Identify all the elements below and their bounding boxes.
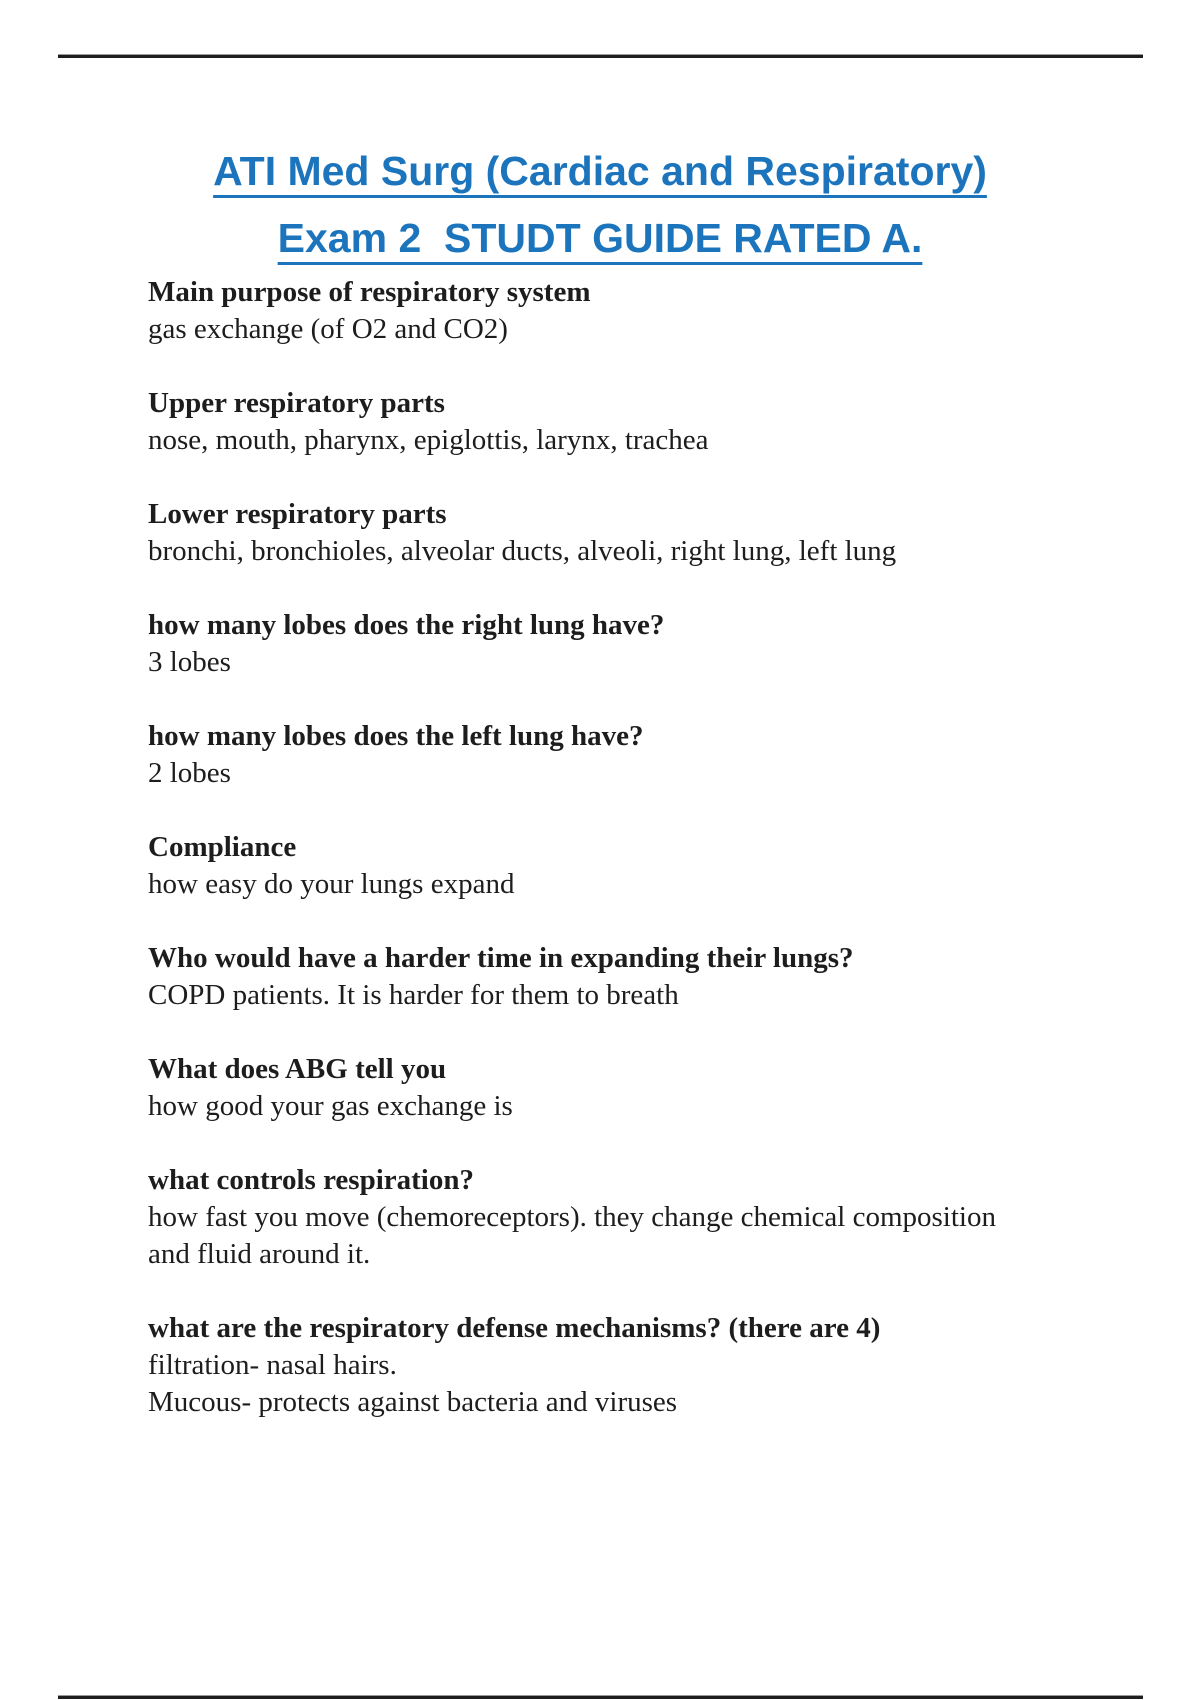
qa-question: Main purpose of respiratory system bbox=[148, 276, 591, 308]
bottom-horizontal-rule bbox=[58, 1696, 1143, 1699]
qa-answer-line: filtration- nasal hairs. bbox=[148, 1349, 397, 1381]
qa-answer-line: bronchi, bronchioles, alveolar ducts, alveoli, right lung, left lung bbox=[148, 535, 897, 567]
qa-question: Upper respiratory parts bbox=[148, 387, 445, 419]
qa-answer-line: how good your gas exchange is bbox=[148, 1090, 513, 1122]
qa-block bbox=[148, 829, 1048, 903]
qa-question: what controls respiration? bbox=[148, 1164, 474, 1196]
qa-question: Who would have a harder time in expanding their lungs? bbox=[148, 942, 854, 974]
qa-block bbox=[148, 274, 1048, 348]
qa-content bbox=[148, 274, 1048, 1458]
document-title-line-1 bbox=[0, 138, 1200, 205]
qa-question: Lower respiratory parts bbox=[148, 498, 447, 530]
qa-block bbox=[148, 1310, 1048, 1421]
qa-question: how many lobes does the left lung have? bbox=[148, 720, 644, 752]
qa-answer-line: nose, mouth, pharynx, epiglottis, larynx, trachea bbox=[148, 424, 709, 456]
qa-block bbox=[148, 496, 1048, 570]
qa-answer-line: gas exchange (of O2 and CO2) bbox=[148, 313, 508, 345]
qa-block bbox=[148, 607, 1048, 681]
qa-answer-line: 2 lobes bbox=[148, 757, 231, 789]
document-title bbox=[0, 138, 1200, 272]
document-title-line-1-text: ATI Med Surg (Cardiac and Respiratory) bbox=[213, 148, 987, 194]
qa-answer-line: how fast you move (chemoreceptors). they change chemical composition bbox=[148, 1201, 996, 1233]
qa-question: Compliance bbox=[148, 831, 297, 863]
qa-block bbox=[148, 940, 1048, 1014]
qa-answer-line: COPD patients. It is harder for them to breath bbox=[148, 979, 679, 1011]
qa-question: What does ABG tell you bbox=[148, 1053, 447, 1085]
qa-answer-line: and fluid around it. bbox=[148, 1238, 371, 1270]
qa-question: what are the respiratory defense mechanisms? (there are 4) bbox=[148, 1312, 881, 1344]
qa-block bbox=[148, 1051, 1048, 1125]
qa-answer-line: Mucous- protects against bacteria and viruses bbox=[148, 1386, 678, 1418]
qa-block bbox=[148, 718, 1048, 792]
document-title-line-2-text: Exam 2 STUDT GUIDE RATED A. bbox=[277, 215, 923, 261]
qa-block bbox=[148, 1162, 1048, 1273]
document-title-line-2 bbox=[0, 205, 1200, 272]
qa-answer-line: how easy do your lungs expand bbox=[148, 868, 515, 900]
qa-block bbox=[148, 385, 1048, 459]
qa-question: how many lobes does the right lung have? bbox=[148, 609, 665, 641]
qa-answer-line: 3 lobes bbox=[148, 646, 231, 678]
top-horizontal-rule bbox=[58, 55, 1143, 58]
